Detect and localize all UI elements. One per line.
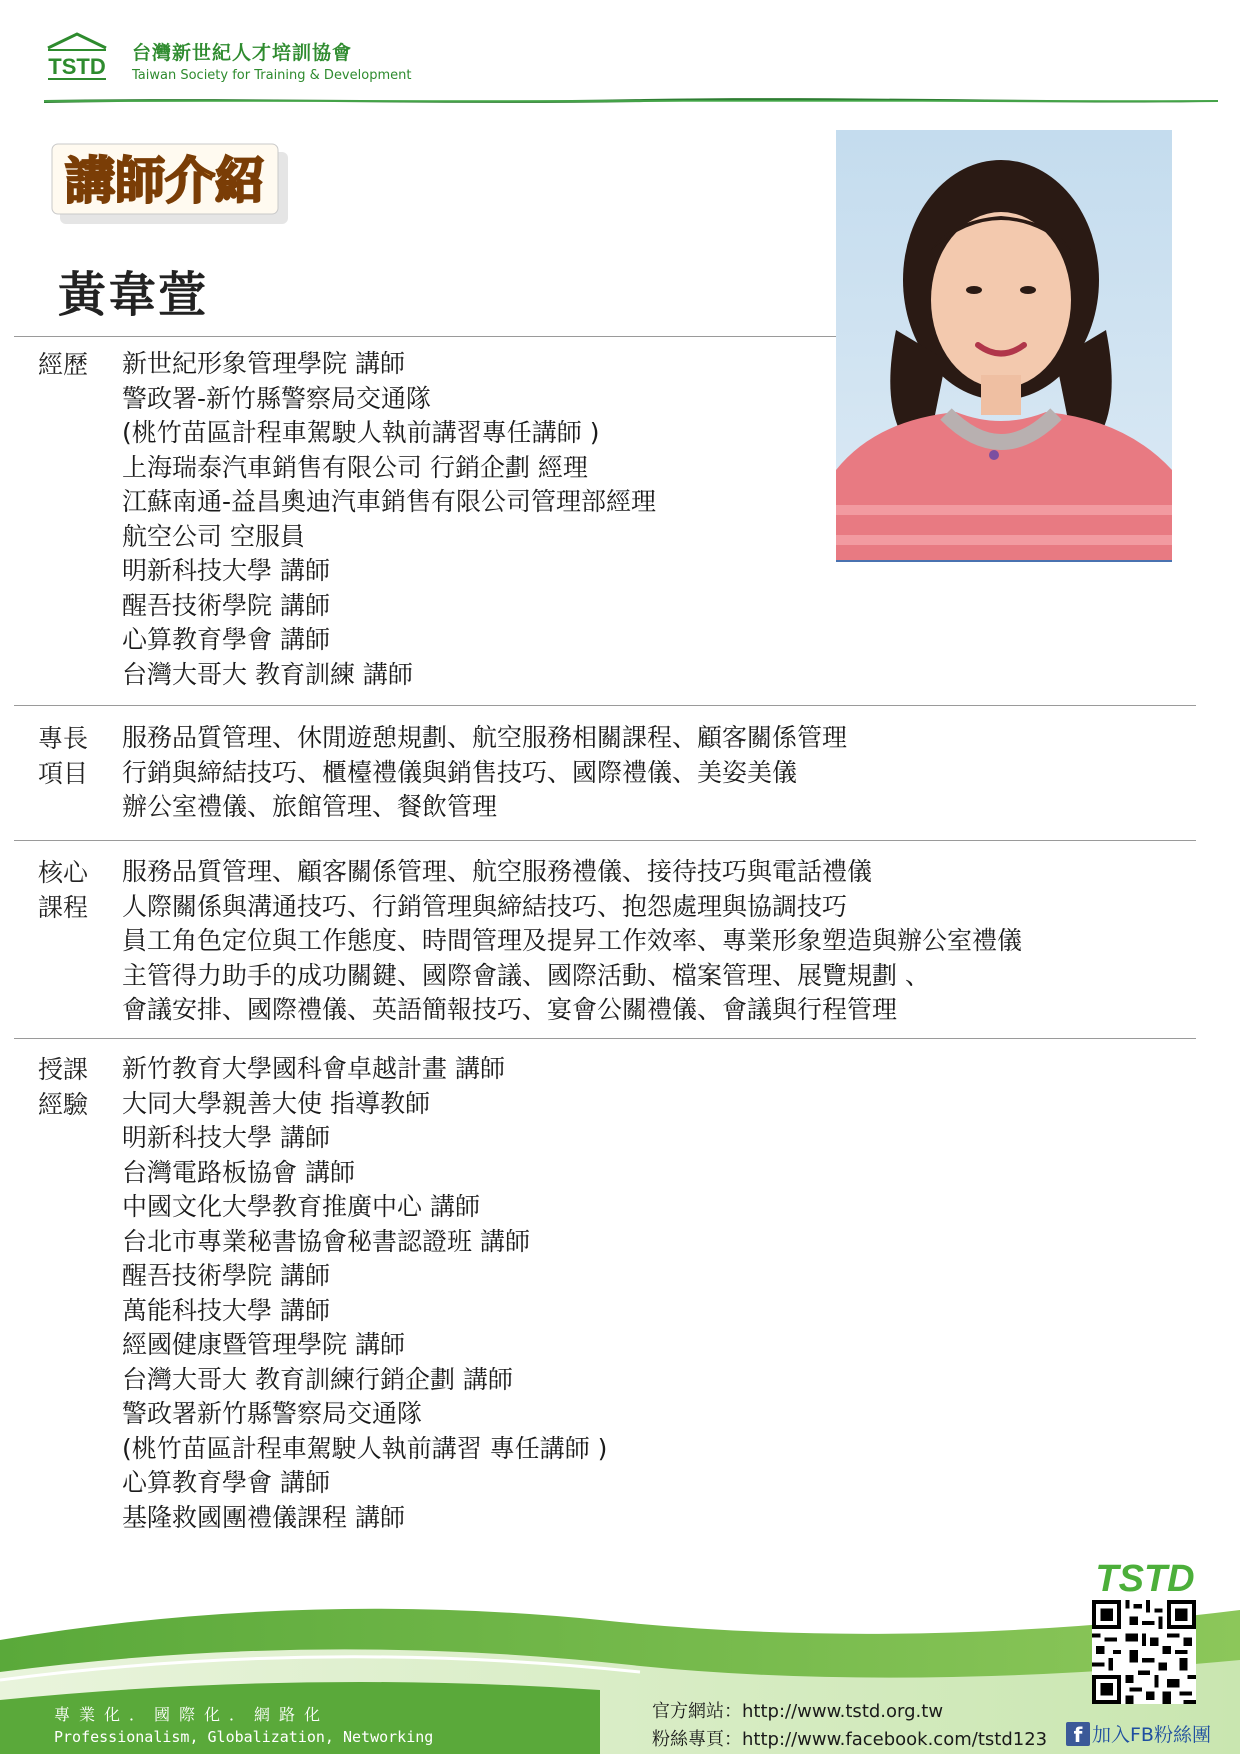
list-item: 行銷與締結技巧、櫃檯禮儀與銷售技巧、國際禮儀、美姿美儀 — [122, 757, 798, 787]
list-item: 警政署新竹縣警察局交通隊 — [122, 1399, 423, 1428]
section-core-courses-lines — [122, 855, 1022, 1028]
list-item: 基隆救國團禮儀課程 講師 — [122, 1502, 405, 1532]
list-item: 江蘇南通-益昌奧迪汽車銷售有限公司管理部經理 — [122, 487, 657, 516]
section-expertise-lines — [122, 721, 847, 825]
list-item: 萬能科技大學 講師 — [122, 1295, 330, 1325]
list-item: 經國健康暨管理學院 講師 — [122, 1330, 405, 1359]
fanpage-label: 粉絲專頁： — [652, 1729, 742, 1750]
website-label: 官方網站： — [652, 1701, 742, 1722]
section-experience-lines — [122, 347, 656, 692]
svg-text:TSTD: TSTD — [1095, 1558, 1195, 1596]
list-item: 明新科技大學 講師 — [122, 556, 330, 585]
list-item: 心算教育學會 講師 — [122, 1468, 330, 1497]
divider-3 — [14, 840, 1196, 841]
list-item: 新世紀形象管理學院 講師 — [122, 349, 405, 378]
page-title: 講師介紹 — [65, 152, 265, 210]
section-label-teaching: 授課 經驗 — [38, 1055, 89, 1119]
list-item: 服務品質管理、休閒遊憩規劃、航空服務相關課程、顧客關係管理 — [122, 723, 848, 752]
website-line — [652, 1697, 943, 1723]
list-item: 醒吾技術學院 講師 — [122, 590, 330, 620]
list-item: (桃竹苗區計程車駕駛人執前講習專任講師 ) — [122, 418, 600, 447]
header — [44, 28, 1214, 88]
fb-join-button[interactable] — [1066, 1720, 1211, 1748]
section-label-expertise: 專長 項目 — [38, 724, 89, 788]
qr-code[interactable] — [1092, 1600, 1196, 1704]
list-item: 台灣大哥大 教育訓練 講師 — [122, 659, 413, 689]
list-item: 大同大學親善大使 指導教師 — [122, 1088, 430, 1118]
footer-motto-en: Professionalism, Globalization, Networking — [54, 1728, 434, 1746]
list-item: 警政署-新竹縣警察局交通隊 — [122, 383, 432, 413]
list-item: 新竹教育大學國科會卓越計畫 講師 — [122, 1054, 505, 1083]
org-name-en: Taiwan Society for Training & Development — [132, 68, 412, 83]
list-item: 心算教育學會 講師 — [122, 625, 330, 654]
list-item: 辦公室禮儀、旅館管理、餐飲管理 — [122, 792, 498, 821]
list-item: 航空公司 空服員 — [122, 521, 305, 551]
list-item: 醒吾技術學院 講師 — [122, 1261, 330, 1290]
tstd-footer-logo — [1090, 1558, 1200, 1596]
instructor-name: 黃韋萱 — [58, 267, 209, 323]
list-item: 中國文化大學教育推廣中心 講師 — [122, 1192, 480, 1221]
list-item: 人際關係與溝通技巧、行銷管理與締結技巧、抱怨處理與協調技巧 — [122, 891, 848, 921]
title-badge — [50, 140, 290, 226]
divider-4 — [14, 1038, 1196, 1039]
website-link[interactable]: http://www.tstd.org.tw — [742, 1701, 944, 1722]
divider-2 — [14, 705, 1196, 706]
fb-join-label: 加入FB粉絲團 — [1092, 1724, 1211, 1746]
header-divider — [44, 96, 1218, 104]
section-label-core-courses: 核心 課程 — [38, 858, 89, 922]
list-item: 會議安排、國際禮儀、英語簡報技巧、宴會公關禮儀、會議與行程管理 — [122, 995, 898, 1024]
section-label-experience: 經歷 — [38, 350, 89, 379]
portrait-illustration — [836, 130, 1172, 560]
list-item: 台灣電路板協會 講師 — [122, 1157, 355, 1187]
fanpage-line — [652, 1725, 1047, 1751]
list-item: 台北市專業秘書協會秘書認證班 講師 — [122, 1226, 530, 1256]
fanpage-link[interactable]: http://www.facebook.com/tstd123 — [742, 1729, 1048, 1750]
list-item: 上海瑞泰汽車銷售有限公司 行銷企劃 經理 — [122, 452, 588, 482]
list-item: 員工角色定位與工作態度、時間管理及提昇工作效率、專業形象塑造與辦公室禮儀 — [122, 926, 1023, 955]
section-teaching-lines — [122, 1052, 607, 1535]
list-item: 明新科技大學 講師 — [122, 1123, 330, 1152]
footer-motto-zh: 專業化．國際化．網路化 — [54, 1705, 330, 1724]
logo-text: TSTD — [48, 54, 106, 79]
divider-1 — [14, 336, 836, 337]
instructor-photo — [836, 130, 1172, 562]
org-name-zh: 台灣新世紀人才培訓協會 — [132, 42, 353, 64]
tstd-logo — [44, 32, 110, 82]
list-item: 服務品質管理、顧客關係管理、航空服務禮儀、接待技巧與電話禮儀 — [122, 857, 873, 886]
list-item: 主管得力助手的成功關鍵、國際會議、國際活動、檔案管理、展覽規劃 、 — [122, 960, 930, 990]
facebook-icon: f — [1066, 1722, 1090, 1746]
list-item: 台灣大哥大 教育訓練行銷企劃 講師 — [122, 1364, 513, 1394]
list-item: (桃竹苗區計程車駕駛人執前講習 專任講師 ) — [122, 1433, 608, 1463]
